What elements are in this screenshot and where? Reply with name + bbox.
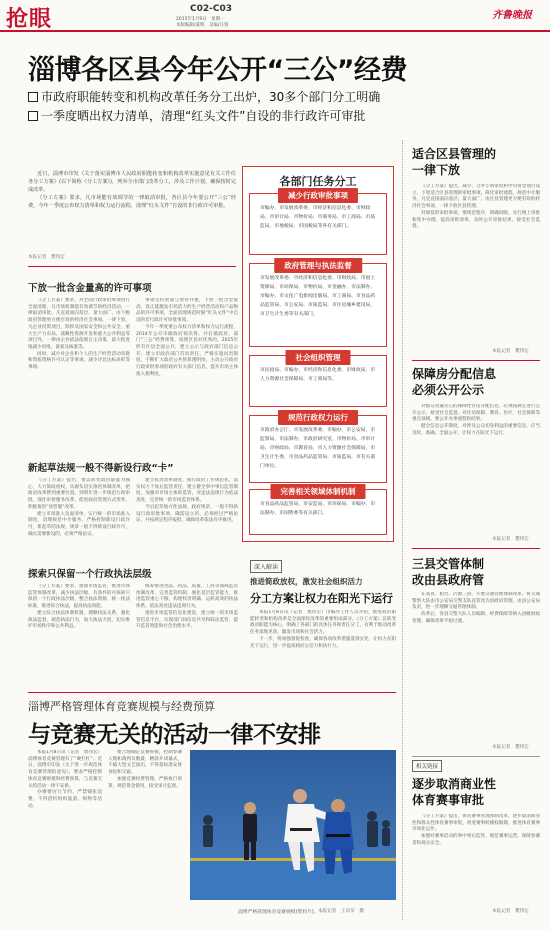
right1-byline: 本报记者 樊伟宏 — [492, 349, 529, 354]
task-group-label: 规范行政权力运行 — [278, 410, 358, 425]
judo-photo-image — [190, 750, 396, 900]
interpretation-kicker: 推进简政放权，激发社会组织活力 — [250, 577, 363, 586]
right3-byline: 本报记者 樊伟宏 — [492, 745, 529, 750]
related-link-tag: 相关链接 — [412, 760, 442, 772]
masthead — [0, 0, 550, 30]
right3-body: 在高青、桓台、沂源三县，开展交通管理体制改革，将交通警察大队由市公安局交警支队直管改为县政府管理，由县公安局负责，进一步理顺交通管理体制。 改革后，各县交警大队人员编制、经费保障等纳入县级财政管理，确保改革平稳过渡。 — [412, 592, 540, 624]
subheadline-2: 一季度晒出权力清单，清理“红头文件”自设的非行政许可审批 — [28, 107, 365, 124]
section-heading: 探索只保留一个行政执法层级 — [28, 569, 152, 580]
right4-body: 《分工方案》提出，体育赛事管理体制改革，逐步取消商业性和群众性体育赛事审批，放宽赛事转播权限制，推进体育赛事市场化运作。 加强对赛事活动的事中事后监管，规范赛事运营，保障参赛者和观众安全。 — [412, 814, 540, 846]
sports-col1: 本报1月8日讯（记者 樊伟宏）淄博体育竞赛管理有了“硬杠杠”。近日，淄博市印发《关于进一步规范体育竞赛管理的意见》，要求严格控制体育竞赛规模和经费预算，与竞赛无关的活动一律不安排。 办赛要厉行节约，严禁铺张浪费，不得借机组织旅游、购物等活动。 — [28, 750, 102, 809]
photo-caption: 淄博严格管理体育竞赛规模(资料片)。 — [238, 910, 319, 915]
right4-byline: 本报记者 樊伟宏 — [492, 909, 529, 914]
task-group-label: 减少行政审批事项 — [278, 188, 358, 203]
interpretation-headline: 分工方案让权力在阳光下运行 — [250, 592, 393, 605]
task-division-box — [242, 166, 394, 542]
section-heading: 下放一批含金量高的许可事项 — [28, 283, 152, 294]
right-heading: 逐步取消商业性 体育赛事审批 — [412, 777, 497, 807]
right2-body: 对群众普遍关心的保障性住房分配信息，必须按规定进行公开公示，接受社会监督。对住房保障、教育、医疗、社会保障等重点领域，要公开办事流程和结果。 健全信息公开制度，对涉及公众切身利益的重要信息，应当及时、准确、全面公开，让权力在阳光下运行。 — [412, 404, 540, 436]
section3-col2: 统筹推进食品、药品、质量、工商等领域监管体制改革，完善监管机制，强化基层监管能力，推进监管重心下移，构建权责明确、运转高效的执法体系，依法查处违法违规行为。 推进市场监管信息化建设，建立统一的市场监管信息平台，实现部门间信息共享和联动监管，提升监管效能和社会治理水平。 — [136, 584, 238, 630]
task-group-label: 政府管理与执法监督 — [274, 258, 362, 273]
date-line: 2015年1月9日 星期一 — [176, 17, 225, 22]
masthead-title: 抢眼 — [6, 6, 53, 32]
right-heading: 适合区县管理的 一律下放 — [412, 147, 497, 177]
main-headline: 淄博各区县今年公开“三公”经费 — [28, 55, 407, 86]
photo-byline: 本报记者 王向军 摄 — [318, 909, 364, 914]
right-heading: 三县交管体制 改由县政府管 — [412, 557, 485, 587]
subheadline-1: 市政府职能转变和机构改革任务分工出炉，30多个部门分工明确 — [28, 88, 380, 105]
task-group-label: 社会组织管理 — [286, 350, 351, 365]
task-group-label: 完善相关领域体制机制 — [271, 484, 366, 499]
page-code: C02-C03 — [190, 4, 232, 14]
lead-text: 近日，淄博市印发《关于落实淄博市人民政府职能转变和机构改革实施意见有关工作任务分工方案》(以下简称《分工方案》)，列举全市部门改革分工，涉及工作计划、确保按时完成改革。 《分工方案》要求，凡市场能有效调节的一律取消审批，各区县今年要公开“三公”经费，今年一季度公布权力清单和权力运行流程，清理“红头文件”自设的非行政许可审批。 — [28, 171, 236, 209]
interpretation-tag: 深入解读 — [250, 560, 282, 573]
section3-col1: 《分工方案》要求，加强市场监管，推进市场监管体制改革，减少执法层级，有条件的可探索只保留一个行政执法层级，整合执法资源，统一执法标准，推进综合执法，提高执法效能。 建立综合执法体制机制，理顺执法关系，强化执法监督，规范执法行为，加大执法力度，切实维护市场秩序和公共利益。 — [28, 584, 130, 630]
section1-col2: 事项坚持放量与放管并重，下放一批含金量高、真正能激发市场活力的生产经营活动和产品物品的许可事项，全面清理规范时限“红头文件”中自设的非行政许可审批事项。 今年一季度要公布权力清单和权力运行流程，2014年公开市级政府预决算，并打破政府、部门“三公”经费预算，按照区县对优秀的，2015年所有区县全面公开，建立公示与政府部门信息公开，建立市政府部门首问责任、严格实施问责制度，不断扩大政府公共预算透明度，主动公开政府行政审批事项的政府有关部门信息，提升市场主体准入便利度。 — [136, 298, 238, 377]
section2-col2: 建立权责清单制度，推行政府工作规范化，落实权力下放后监管责任，建立健全事中事后监管制度，加强对市场主体的监管，对违法违规行为依法查处，完善统一的市场监管体系。 今后起草地方性法规、政府规章，一般不得新设行政审批事项，确需设立的，必须经过严格论证，并按规定程序报批，确保改革依法有序推进。 — [136, 478, 238, 524]
section-heading: 新起草法规一般不得新设行政“卡” — [28, 463, 174, 474]
task-group-body: 市民政局、市编办、市经济和信息化委、市财政局、市人力资源社会保障局、市工商局等。 — [260, 368, 376, 382]
task-group-body: 市政府办公厅、市发展改革委、市编办、市公安局、市监察局、市法制办、市政府研究室、市物价局、市审计局、市财政局、市教育局、市人力资源社会保障局、市卫生计生委、市食品药品监管局、市质监局、市有关部门单位。 — [260, 428, 376, 469]
lead-byline: 本报记者 樊伟宏 — [28, 255, 65, 260]
section2-col1: 《分工方案》提出，要以转变政府职能为核心，大力简政放权，从源头切实推进体制改革，把政府改革摆到重要位置。到明年进一步规范行政审批，深化审批服务改革，促进政府管理方式变革，积极推进“放管服”改革。 建立市场准入负面清单，实行统一的市场准入制度，清理规范中介服务，严格控制新设行政许可，新起草的法规、规章一般不得新设行政许可，确实需要新设的，必须严格论证。 — [28, 478, 130, 537]
task-group-body: 市编办、市发展改革委、市经济和信息化委、市财政局、市审计局、市物价局、市商务局、市工商局、市质监局、市地税局、市国税局等各有关部门。 — [260, 206, 376, 229]
task-group-body: 市食品药品监管局、市安监局、市环保局、市编办、市法制办、市国资委等有关部门。 — [260, 502, 376, 516]
judo-photo — [190, 750, 396, 900]
task-box-title: 各部门任务分工 — [279, 175, 357, 188]
right2-byline: 本报记者 樊伟宏 — [492, 537, 529, 542]
right1-body: 《分工方案》提出，减少、合并专项审批和中央资金项目设立，下放适合区县管理的审批事项，简化审批流程，规范中介服务，凡是直接面向基层、量大面广、由区县管理更方便有效的经济社会事项，一律下放区县管理。 对保留的审批事项，要规范程序，明确时限，实行网上审批和集中办理，提高审批效率，及时公开审批结果，接受社会监督。 — [412, 184, 540, 230]
paper-name-logo: 齐鲁晚报 — [492, 10, 532, 21]
sports-col2: 要合理确定竞赛规模，控制参赛人数和裁判员数量，精简开闭幕式，不搞大型文艺演出，不得超标准安排食宿和交通。 加强竞赛经费管理，严格执行预算，规范资金使用，接受审计监督。 — [108, 750, 182, 789]
task-group-body: 市发展改革委、市经济和信息化委、市财政局、市国土资源局、市环保局、市物价局、市金融办、市法制办、市编办、市文化广电新闻出版局、市工商局、市食品药品监管局、市公安局、市质监局、市住房城乡建设局、市卫生计生委等有关部门。 — [260, 276, 376, 317]
editor-line: 本版编辑/戚辉 美编/汪蓉 — [176, 23, 229, 28]
square-bullet-icon — [28, 92, 38, 102]
square-bullet-icon — [28, 111, 38, 121]
interpretation-body: 本报1月8日讯（记者 樊伟宏）市编办工作人员介绍，推进政府职能转变和机构改革是全面深化改革的重要组成部分。《分工方案》以转变政府职能为核心，明确了各部门的具体任务和责任分工，有利于推动改革任务落地见效，激发市场和社会活力。 下一步，将加强督促检查，确保各项改革措施落到实处，让权力在阳光下运行，进一步提高政府公信力和执行力。 — [250, 610, 396, 649]
sports-kicker: 淄博严格管理体育竞赛规模与经费预算 — [28, 700, 215, 713]
section1-col1: 《分工方案》要求，对全面行政审批事项进行全面清理，凡市场机制能有效调节的经济活动，一律取消审批，凡直接面向基层、量大面广、由下级政府管理更方便有效的经济社会事项，一律下放，凡企业投资项目，除涉及国家安全和公共安全、重大生产力布局、战略性资源开发和重大公共利益等项目外，一律由企业依法依规自主决策，最大程度地减少审批、备案及核准等。 同时，减少对企业和个人的生产经营活动审批和资质资格许可认定等事项，减少评比达标表彰等事项。 — [28, 298, 130, 371]
right-heading: 保障房分配信息 必须公开公示 — [412, 367, 497, 397]
sports-headline: 与竞赛无关的活动一律不安排 — [28, 722, 321, 748]
